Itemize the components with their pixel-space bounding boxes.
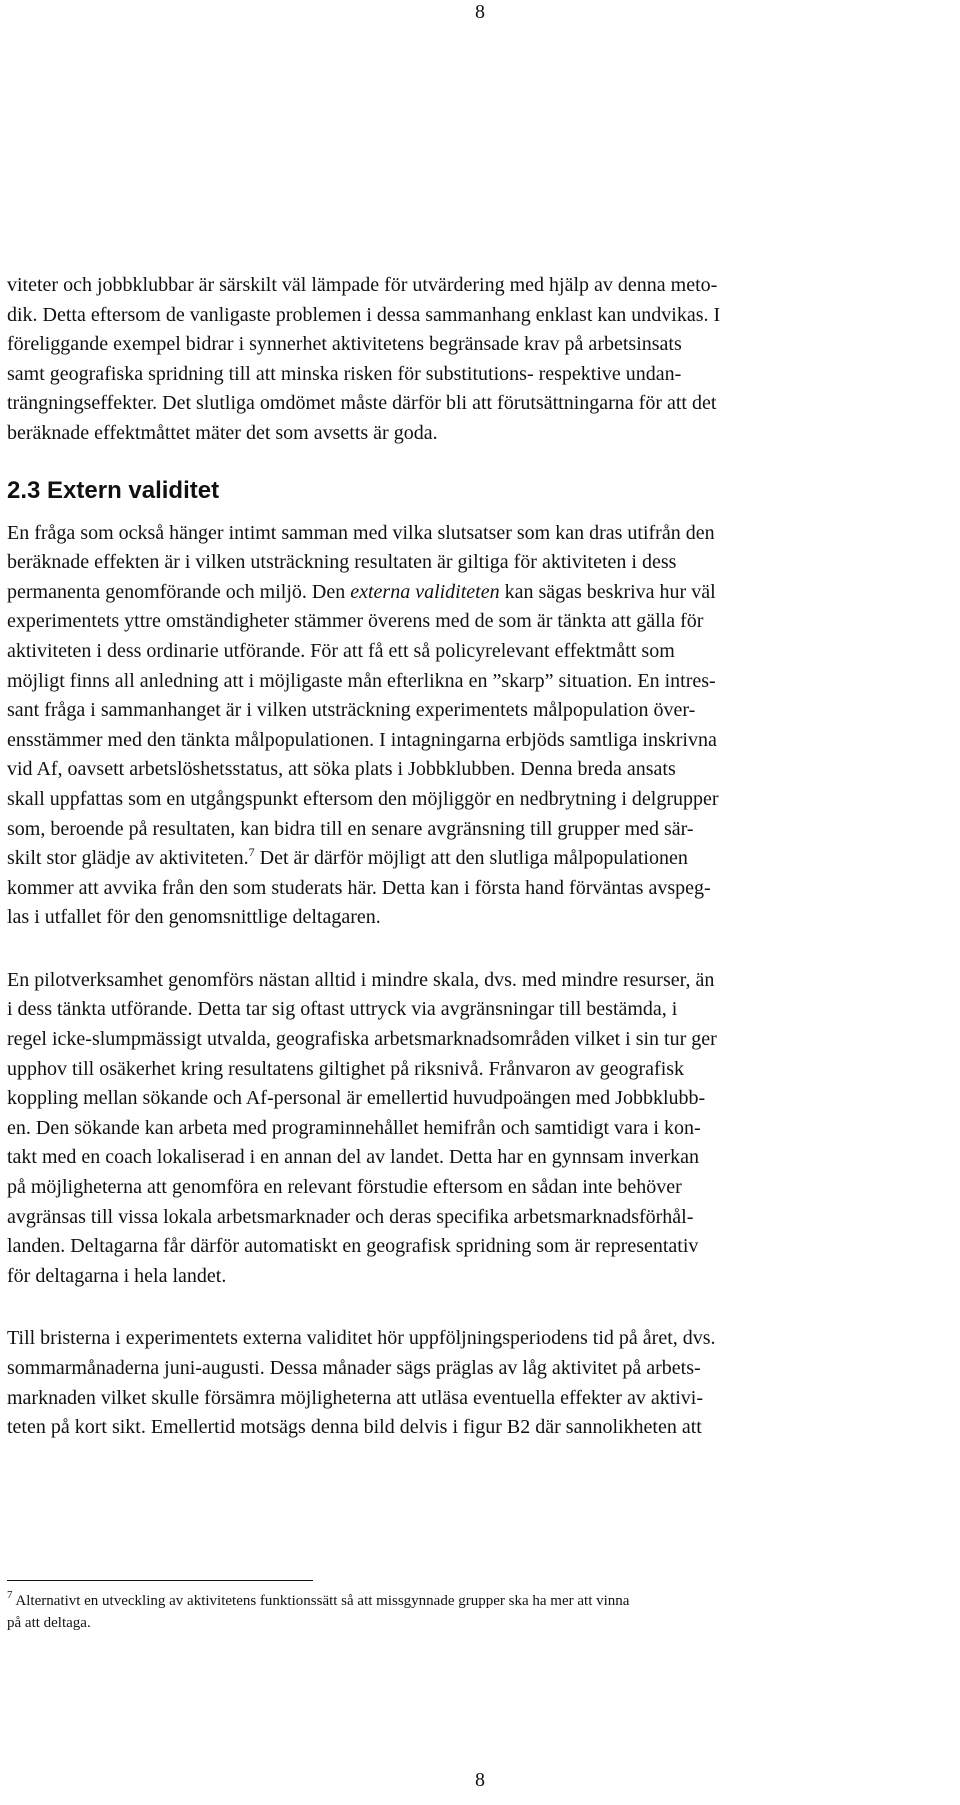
paragraph-pilot: En pilotverksamhet genomförs nästan alltid i mindre skala, dvs. med mindre resurser, än i dess tänkta utförande. Detta tar sig oftast uttryck via avgränsningar till bestämda, i regel icke-slumpmässigt utvalda, geografiska arbetsmarknadsområden vilket i sin tur ger upphov till osäkerhet kring resultatens giltighet på riksnivå. Frånvaron av geografisk koppling mellan sökande och Af-personal är emellertid huvudpoängen med Jobbklubb- en. Den sökande kan arbeta med programinnehållet hemifrån och samtidigt vara i kon- takt med en coach lokaliserad i en annan del av landet. Detta har en gynnsam inverkan på möjligheterna att genomföra en relevant förstudie eftersom en sådan inte behöver avgränsas till vissa lokala arbetsmarknader och deras specifika arbetsmarknadsförhål- landen. Deltagarna får därför automatiskt en geografisk spridning som är representativ för deltagarna i hela landet. [7, 968, 717, 1287]
page-number-top: 8 [475, 1, 485, 23]
footnote-text: Alternativt en utveckling av aktivitetens funktionssätt så att missgynnade grupper ska ha mer att vinna på att deltaga. [7, 1593, 630, 1631]
paragraph-text-part: Det är därför möjligt att den slutliga målpopulationen kommer att avvika från den som studerats här. Detta kan i första hand förväntas avspeg- las i utfallet för den genomsnittlige deltagaren. [7, 847, 711, 929]
paragraph-intro: viteter och jobbklubbar är särskilt väl lämpade för utvärdering med hjälp av denna meto- dik. Detta eftersom de vanligaste problemen i dessa sammanhang enklast kan undvikas. I föreliggande exempel bidrar i synnerhet aktivitetens begränsade krav på arbetsinsats samt geografiska spridning till att minska risken för substitutions- respektive undan- trängningseffekter. Det slutliga omdömet måste därför bli att förutsättningarna för att det beräknade effektmåttet mäter det som avsetts är goda. [7, 274, 721, 444]
paragraph-external-validity [7, 519, 954, 933]
paragraph-shortcomings: Till bristerna i experimentets externa validitet hör uppföljningsperiodens tid på året, dvs. sommarmånaderna juni-augusti. Dessa månader sägs präglas av låg aktivitet på arbets- marknaden vilket skulle försämra möjligheterna att utläsa eventuella effekter av aktivi- teten på kort sikt. Emellertid motsägs denna bild delvis i figur B2 där sannolikheten att [7, 1327, 716, 1439]
footnote [7, 1590, 954, 1634]
footnote-reference[interactable]: 7 [248, 845, 255, 860]
paragraph-text-part: kan sägas beskriva hur väl experimentets yttre omständigheter stämmer överens med de som är tänkta att gälla för aktiviteten i dess ordinarie utförande. För att få ett så policyrelevant effektmått som möjligt finns all anledning att i möjligaste mån efterlikna en ”skarp” situation. En intres- sant fråga i sammanhanget är i vilken utsträckning experimentets målpopulation över- ensstämmer med den tänkta målpopulationen. I intagningarna erbjöds samtliga inskrivna vid Af, oavsett arbetslöshetsstatus, att söka plats i Jobbklubben. Denna breda ansats skall uppfattas som en utgångspunkt eftersom den möjliggör en nedbrytning i delgrupper som, beroende på resultaten, kan bidra till en senare avgränsning till grupper med sär- skilt stor glädje av aktiviteten. [7, 580, 719, 870]
section-heading: 2.3 Extern validitet [7, 476, 220, 504]
footnote-mark: 7 [7, 1589, 13, 1601]
body-text [7, 271, 954, 1443]
emphasized-term: externa validiteten [350, 580, 500, 603]
paragraph-text-part: En fråga som också hänger intimt samman med vilka slutsatser som kan dras utifrån den beräknade effekten är i vilken utsträckning resultaten är giltiga för aktiviteten i dess permanenta genomförande och miljö. Den [7, 521, 715, 603]
page-number-bottom: 8 [475, 1769, 485, 1791]
footnote-divider [7, 1580, 313, 1581]
